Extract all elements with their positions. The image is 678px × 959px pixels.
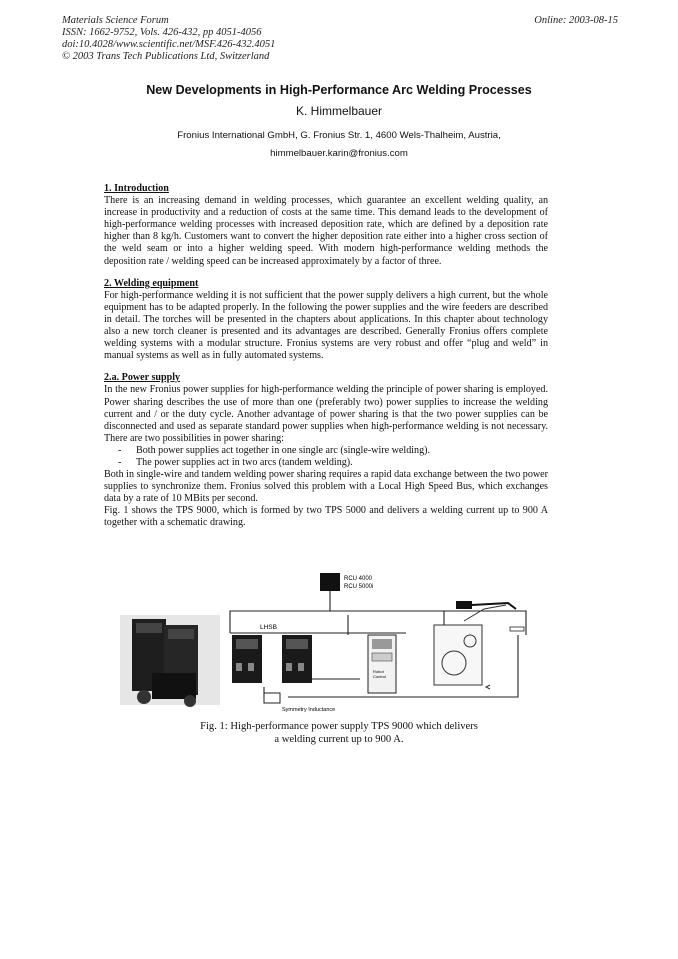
- doi-link[interactable]: doi:10.4028/www.scientific.net/MSF.426-432.4051: [62, 39, 276, 50]
- power-supply-unit-b: [282, 635, 312, 683]
- section-heading-welding-equipment: 2. Welding equipment: [104, 277, 199, 289]
- figure-1: [114, 569, 544, 719]
- power-supply-paragraph-1: In the new Fronius power supplies for high-performance welding the principle of power sharing is employed. Power sharing describes the use of more than one (preferably two) power supplies to increase the welding current and / or the duty cycle. Another advantage of power sharing is that the two power supplies can be disconnected and used as separate standard power supplies when high-performance welding is not necessary. There are two possibilities in power sharing:: [104, 384, 548, 444]
- rcu-unit: [320, 573, 373, 591]
- list-item: - Both power supplies act together in one single arc (single-wire welding).: [118, 445, 548, 457]
- affiliation: Fronius International GmbH, G. Fronius Str. 1, 4600 Wels-Thalheim, Austria,: [177, 130, 501, 141]
- caption-line-2: a welding current up to 900 A.: [274, 733, 404, 745]
- section-heading-introduction: 1. Introduction: [104, 183, 169, 194]
- rcu-5000i-label: RCU 5000i: [344, 584, 374, 590]
- power-supply-paragraph-2: Both in single-wire and tandem welding power sharing requires a rapid data exchange between the two power supplies to synchronize them. Fronius solved this problem with a Local High Speed Bus, which exchanges data by a rate of 10 MBits per second.: [104, 469, 548, 505]
- affiliation-block: [0, 127, 678, 163]
- robot-arm: [434, 605, 506, 689]
- robot-label: Robot: [373, 669, 384, 674]
- symmetry-inductance: [264, 693, 280, 703]
- journal-name: Materials Science Forum: [62, 15, 169, 26]
- email-link[interactable]: himmelbauer.karin@fronius.com: [270, 148, 408, 159]
- page-header: [62, 15, 618, 63]
- paper-title: New Developments in High-Performance Arc Welding Processes: [146, 83, 532, 97]
- section-heading-power-supply: 2.a. Power supply: [104, 372, 181, 384]
- welding-equipment-paragraph: For high-performance welding it is not sufficient that the power supply delivers a high current, but the whole equipment has to be adapted properly. In the following the power supplies and the wire feeders are described in detail. The torches will be presented in the chapters about applications. In this chapter about technology also a new torch cleaner is presented and its advantages are described. Generally Fronius offers complete welding systems with a modular structure. Fronius systems are very robust and offer “plug and weld” in manual systems as well as in fully automated systems.: [104, 289, 548, 362]
- control-label: Control: [373, 674, 386, 679]
- robot-control-cabinet: [368, 635, 396, 693]
- caption-line-1: Fig. 1: High-performance power supply TPS 9000 which delivers: [200, 721, 478, 732]
- power-sharing-list: [104, 445, 548, 469]
- power-supply-paragraph-3: Fig. 1 shows the TPS 9000, which is formed by two TPS 5000 and delivers a welding current up to 900 A together with a schematic drawing.: [104, 505, 548, 529]
- power-supply-photo: [120, 615, 220, 707]
- lhsb-label: LHSB: [260, 624, 277, 631]
- figure-1-drawing: [114, 569, 544, 719]
- figure-caption: [0, 721, 678, 746]
- issn-line: ISSN: 1662-9752, Vols. 426-432, pp 4051-4056: [62, 27, 262, 38]
- rcu-4000-label: RCU 4000: [344, 576, 373, 582]
- online-date: Online: 2003-08-15: [534, 15, 618, 26]
- introduction-paragraph: There is an increasing demand in welding processes, which guarantee an excellent welding quality, an increase in productivity and a reduction of costs at the same time. This demand leads to the development of high-performance welding processes with increased deposition rate, which are defined by a deposition rate higher than 8 kg/h. Customers want to convert the higher deposition rate either into a higher cross section of the weld seam or into a higher welding speed. With modern high-performance welding methods the deposition rate / welding speed can be increased approximately by a factor of three.: [104, 195, 548, 267]
- list-item: - The power supplies act in two arcs (tandem welding).: [118, 457, 548, 469]
- symmetry-inductance-label: Symmetry Inductance: [282, 707, 336, 713]
- copyright-line: © 2003 Trans Tech Publications Ltd, Switzerland: [62, 51, 270, 62]
- power-supply-unit-a: [232, 635, 262, 683]
- paper-body: [104, 183, 548, 530]
- author-name: K. Himmelbauer: [295, 104, 383, 118]
